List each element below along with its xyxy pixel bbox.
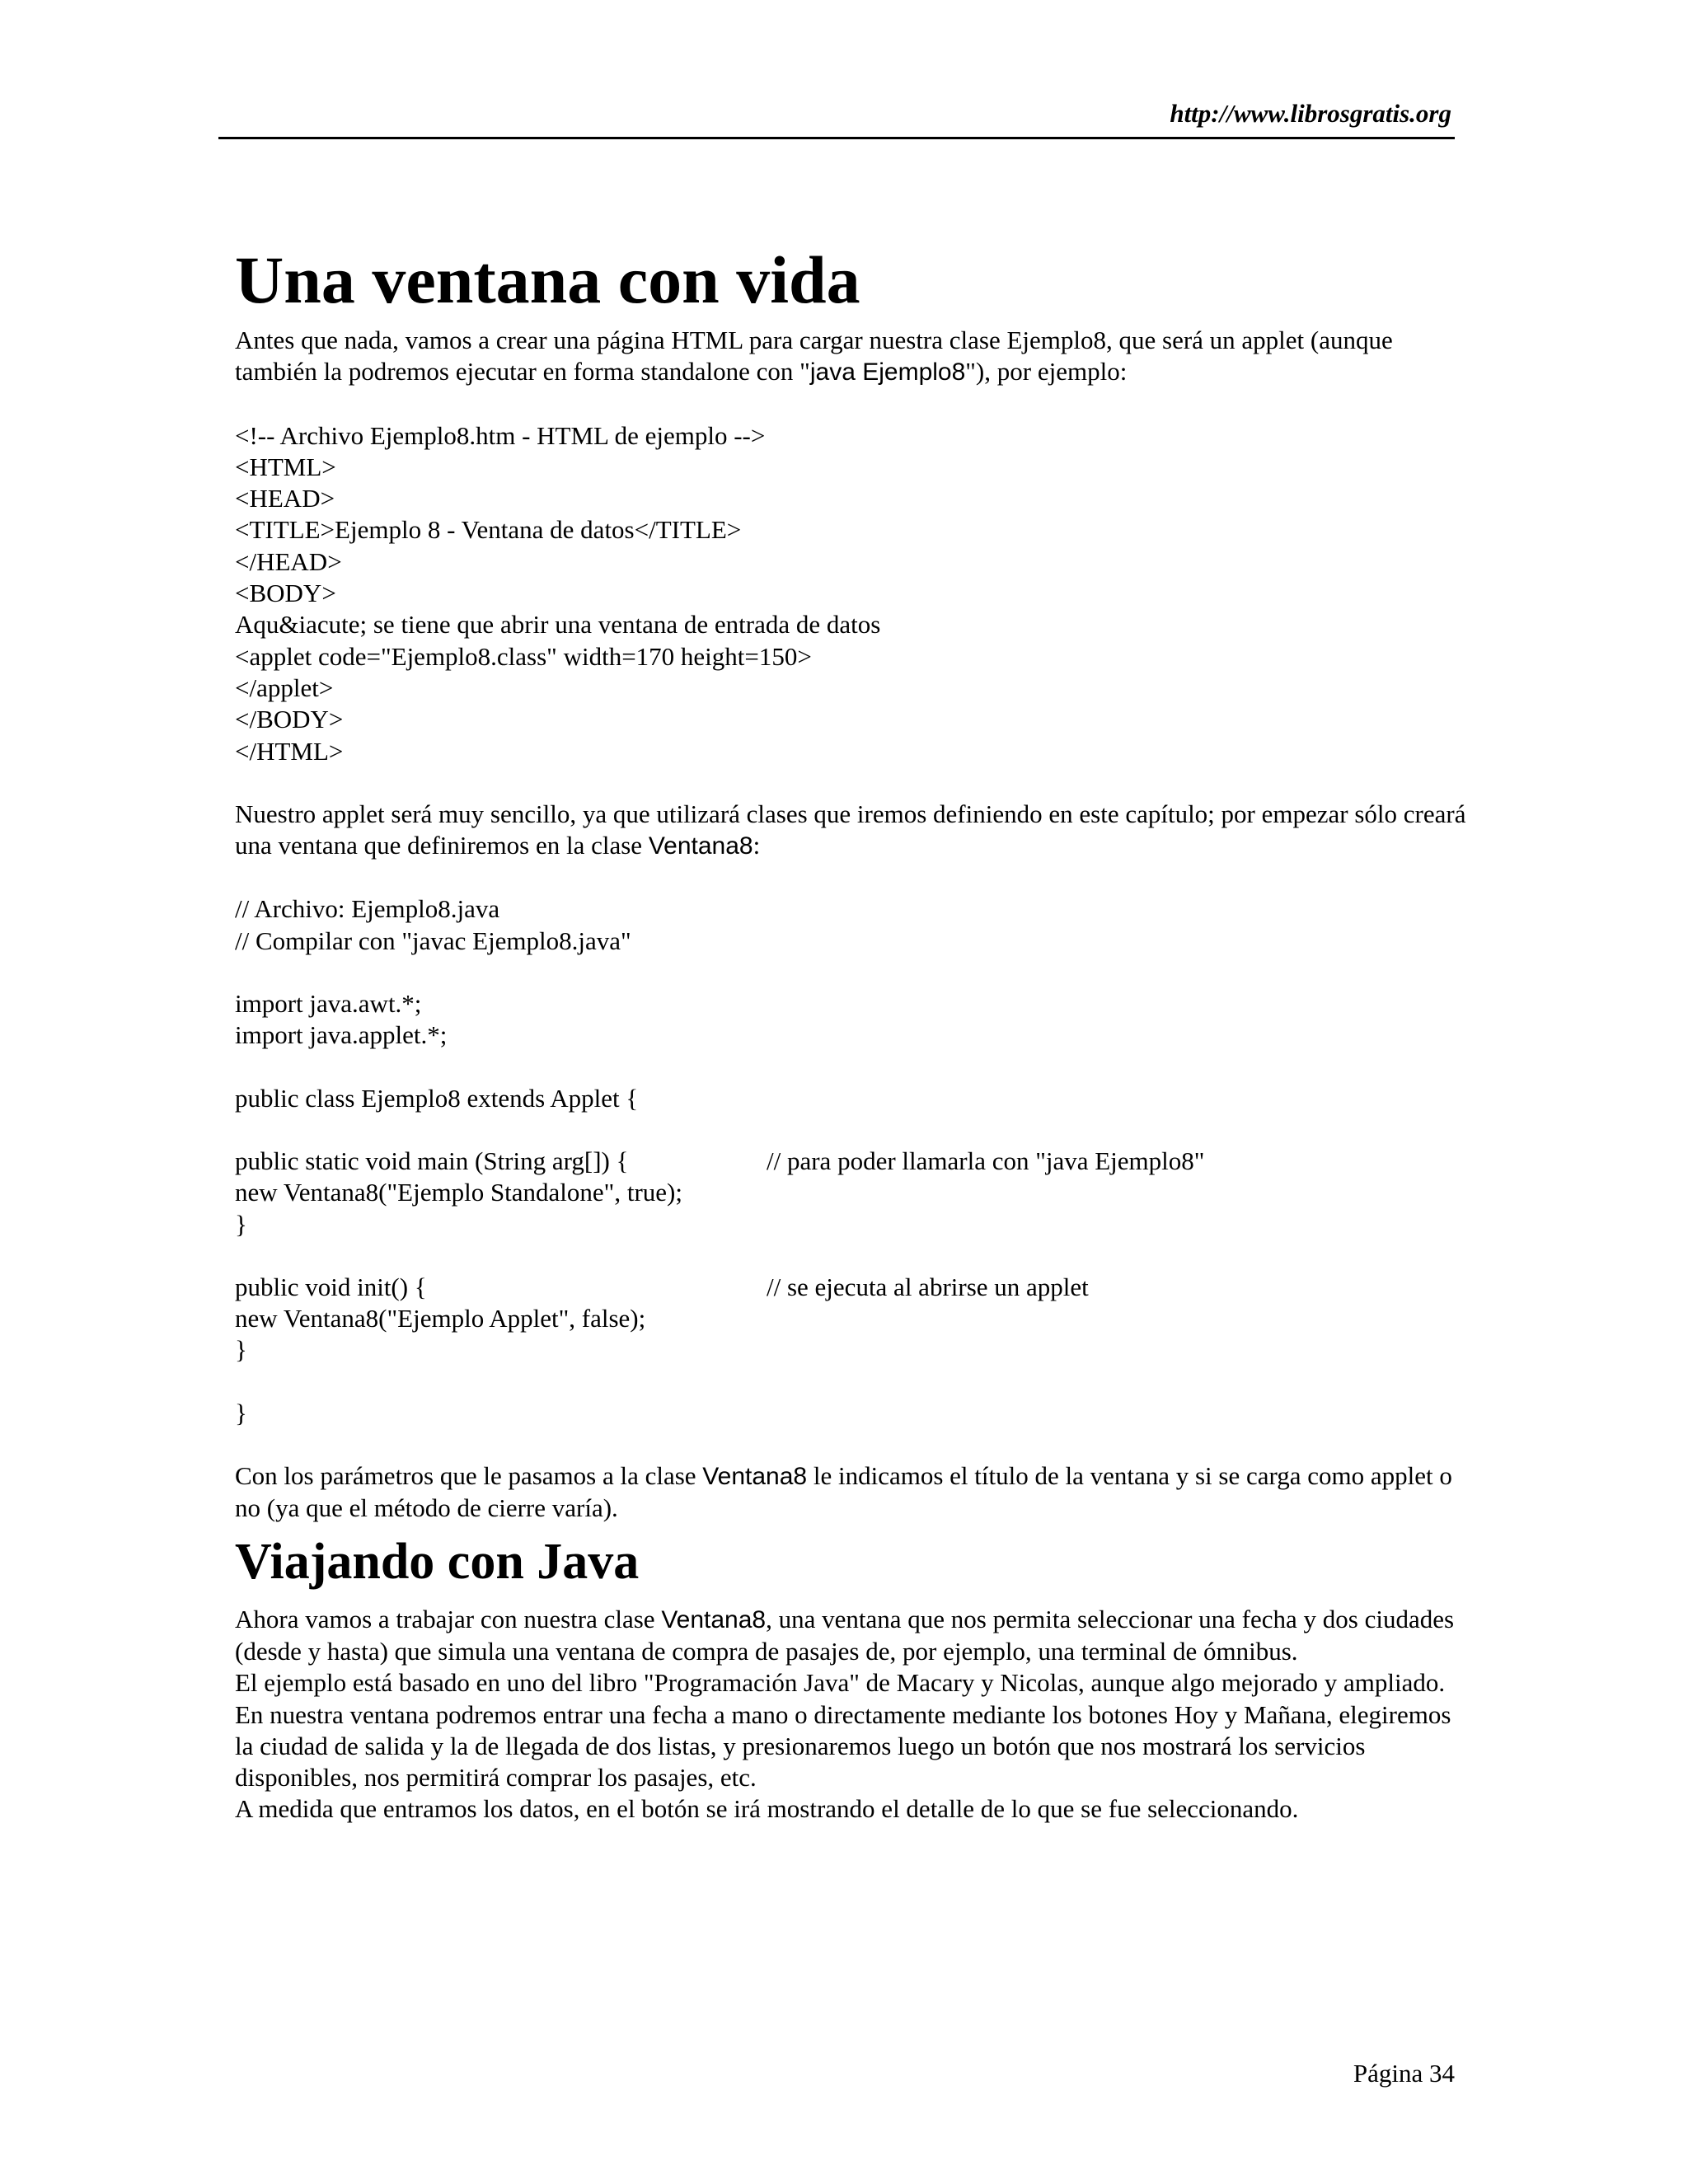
- java-main-body: new Ventana8("Ejemplo Standalone", true);: [235, 1178, 682, 1207]
- html-code-line: </HTML>: [235, 736, 344, 766]
- java-code-block: [235, 893, 1471, 1429]
- paragraph-text: :: [753, 831, 761, 860]
- header-url: http://www.librosgratis.org: [1170, 99, 1451, 128]
- java-init-body: new Ventana8("Ejemplo Applet", false);: [235, 1304, 646, 1333]
- java-import-line: import java.applet.*;: [235, 1020, 448, 1050]
- intro-text-b: "), por ejemplo:: [965, 357, 1128, 387]
- window-features-paragraph: En nuestra ventana podremos entrar una fecha a mano o directamente mediante los botones Hoy y Mañana, elegiremos la ciudad de salida y la de llegada de dos listas, y presionaremos luego un botón que nos mostrará los servicios disponibles, nos permitirá comprar los pasajes, etc.: [235, 1699, 1451, 1793]
- ventana8-paragraph: [235, 1604, 1471, 1668]
- html-code-line: <applet code="Ejemplo8.class" width=170 height=150>: [235, 641, 812, 671]
- java-init-declaration-row: [235, 1272, 1471, 1303]
- section-title-viajando: Viajando con Java: [235, 1533, 640, 1590]
- parameters-paragraph: [235, 1460, 1471, 1525]
- java-comment-line: // Compilar con "javac Ejemplo8.java": [235, 926, 631, 955]
- intro-inline-code: java Ejemplo8: [809, 359, 966, 387]
- java-class-close: }: [235, 1398, 247, 1427]
- book-reference-paragraph: El ejemplo está basado en uno del libro "Programación Java" de Macary y Nicolas, aunque algo mejorado y ampliado.: [235, 1668, 1446, 1698]
- html-code-line: </applet>: [235, 673, 334, 702]
- html-code-line: <HEAD>: [235, 484, 335, 513]
- paragraph-text: le indicamos el título de la ventana y si se carga como applet o no (ya que el método de cierre varía).: [235, 1461, 1452, 1523]
- intro-paragraph: [235, 325, 1471, 389]
- button-detail-paragraph: A medida que entramos los datos, en el botón se irá mostrando el detalle de lo que se fue seleccionando.: [235, 1794, 1299, 1824]
- header-rule: [218, 137, 1455, 139]
- html-code-line: Aqu&iacute; se tiene que abrir una ventana de entrada de datos: [235, 610, 881, 640]
- java-main-comment: // para poder llamarla con "java Ejemplo8": [767, 1146, 1205, 1175]
- java-class-declaration: public class Ejemplo8 extends Applet {: [235, 1083, 639, 1113]
- java-init-declaration: public void init() {: [235, 1272, 427, 1301]
- java-main-declaration-row: [235, 1146, 1471, 1177]
- java-main-close: }: [235, 1209, 247, 1239]
- html-code-line: <TITLE>Ejemplo 8 - Ventana de datos</TITLE>: [235, 515, 742, 545]
- inline-code-ventana8: Ventana8: [702, 1463, 808, 1491]
- paragraph-text: Nuestro applet será muy sencillo, ya que utilizará clases que iremos definiendo en este capítulo; por empezar sólo creará una ventana que definiremos en la clase: [235, 799, 1466, 860]
- html-code-line: <HTML>: [235, 452, 336, 481]
- paragraph-text: Ahora vamos a trabajar con nuestra clase: [235, 1604, 662, 1633]
- html-code-line: <!-- Archivo Ejemplo8.htm - HTML de ejemplo -->: [235, 420, 766, 450]
- page-number: Página 34: [1353, 2059, 1455, 2088]
- intro-text-a: Antes que nada, vamos a crear una página HTML para cargar nuestra clase Ejemplo8, que será un applet (aunque también la podremos ejecutar en forma standalone con ": [235, 326, 1393, 387]
- html-code-line: </BODY>: [235, 705, 344, 734]
- java-import-line: import java.awt.*;: [235, 989, 422, 1019]
- paragraph-text: , una ventana que nos permita seleccionar una fecha y dos ciudades (desde y hasta) que simula una ventana de compra de pasajes de, por ejemplo, una terminal de ómnibus.: [235, 1604, 1455, 1666]
- java-main-declaration: public static void main (String arg[]) {: [235, 1146, 629, 1175]
- section-title-una-ventana: Una ventana con vida: [235, 242, 860, 317]
- java-init-close: }: [235, 1335, 247, 1365]
- inline-code-ventana8: Ventana8: [648, 832, 753, 860]
- html-code-line: </HEAD>: [235, 546, 342, 576]
- html-code-line: <BODY>: [235, 579, 336, 608]
- java-comment-line: // Archivo: Ejemplo8.java: [235, 894, 500, 924]
- paragraph-text: Con los parámetros que le pasamos a la clase: [235, 1461, 703, 1491]
- applet-description-paragraph: [235, 799, 1471, 863]
- java-init-comment: // se ejecuta al abrirse un applet: [767, 1272, 1089, 1301]
- page-content: [235, 239, 1471, 1825]
- html-code-block: [235, 420, 1471, 767]
- inline-code-ventana8: Ventana8: [661, 1605, 767, 1633]
